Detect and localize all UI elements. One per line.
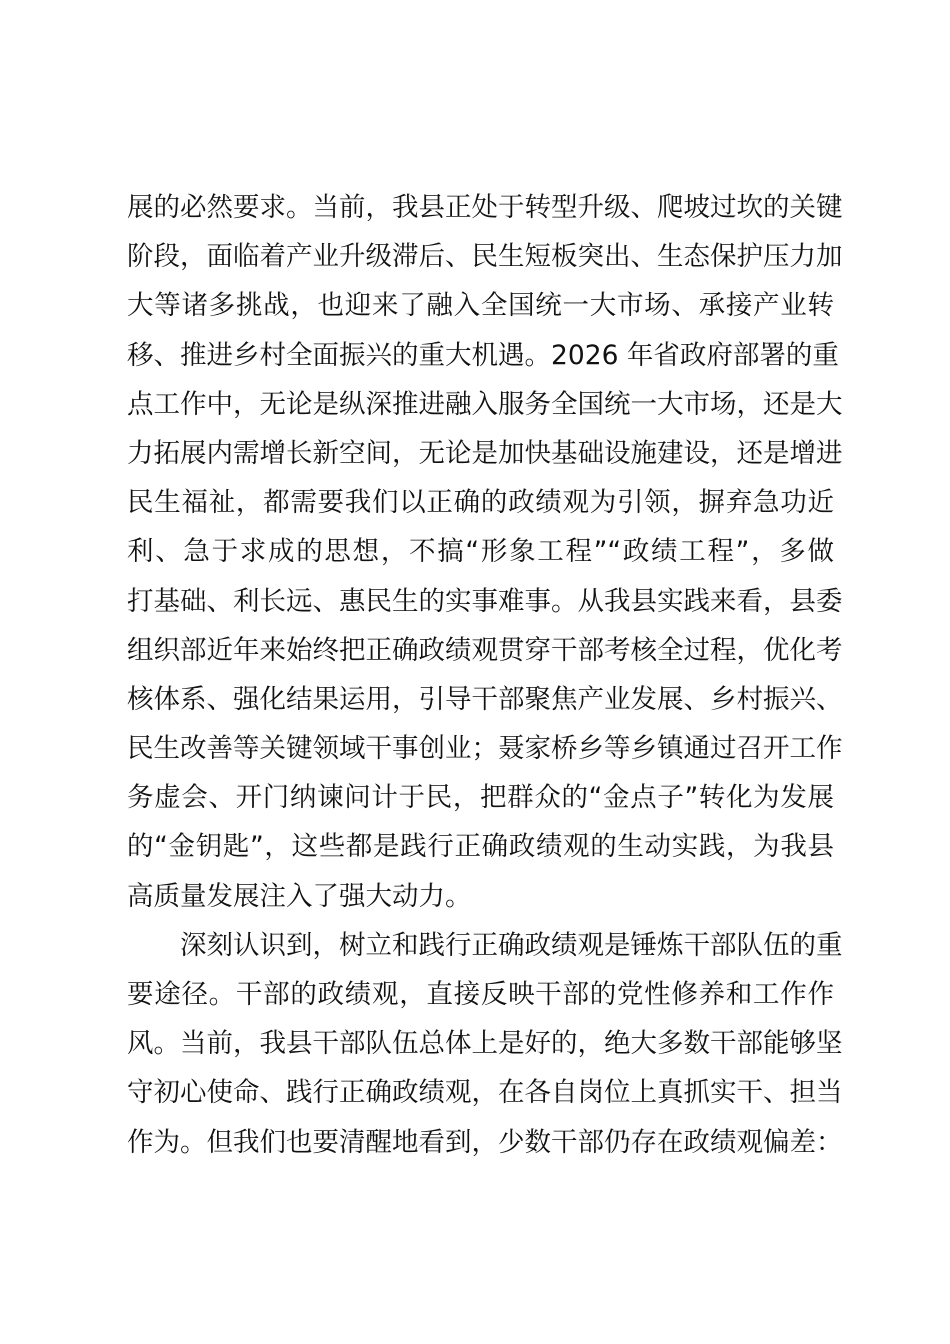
- text-line: 作为。但我们也要清醒地看到，少数干部仍存在政绩观偏差：: [127, 1126, 843, 1158]
- text-line: 点工作中，无论是纵深推进融入服务全国统一大市场，还是大: [127, 388, 843, 420]
- text-line: 阶段，面临着产业升级滞后、民生短板突出、生态保护压力加: [127, 241, 843, 273]
- text-line: 的“金钥匙”，这些都是践行正确政绩观的生动实践，为我县: [127, 831, 834, 863]
- text-line: 大等诸多挑战，也迎来了融入全国统一大市场、承接产业转: [127, 290, 834, 322]
- paragraph-2: [127, 921, 843, 1167]
- text-line: 守初心使命、践行正确政绩观，在各自岗位上真抓实干、担当: [127, 1077, 843, 1109]
- text-line: 深刻认识到，树立和践行正确政绩观是锤炼干部队伍的重: [180, 929, 843, 961]
- text-line: 组织部近年来始终把正确政绩观贯穿干部考核全过程，优化考: [127, 634, 843, 666]
- text-line: 高质量发展注入了强大动力。: [127, 880, 472, 912]
- text-line: 核体系、强化结果运用，引导干部聚焦产业发展、乡村振兴、: [127, 683, 843, 715]
- paragraph-1: [127, 183, 843, 921]
- text-line: 务虚会、开门纳谏问计于民，把群众的“金点子”转化为发展: [127, 782, 834, 814]
- document-body: [127, 183, 843, 1167]
- text-line: 民生改善等关键领域干事创业；聂家桥乡等乡镇通过召开工作: [127, 733, 843, 765]
- text-line: 移、推进乡村全面振兴的重大机遇。2026 年省政府部署的重: [127, 339, 839, 371]
- text-line: 风。当前，我县干部队伍总体上是好的，绝大多数干部能够坚: [127, 1028, 843, 1060]
- text-line: 要途径。干部的政绩观，直接反映干部的党性修养和工作作: [127, 979, 834, 1010]
- text-line: 民生福祉，都需要我们以正确的政绩观为引领，摒弃急功近: [127, 487, 834, 519]
- text-line: 展的必然要求。当前，我县正处于转型升级、爬坡过坎的关键: [127, 192, 843, 223]
- text-line: 力拓展内需增长新空间，无论是加快基础设施建设，还是增进: [127, 437, 843, 469]
- text-line: 打基础、利长远、惠民生的实事难事。从我县实践来看，县委: [127, 585, 843, 617]
- text-line: 利、急于求成的思想，不搞“形象工程”“政绩工程”，多做: [127, 536, 834, 568]
